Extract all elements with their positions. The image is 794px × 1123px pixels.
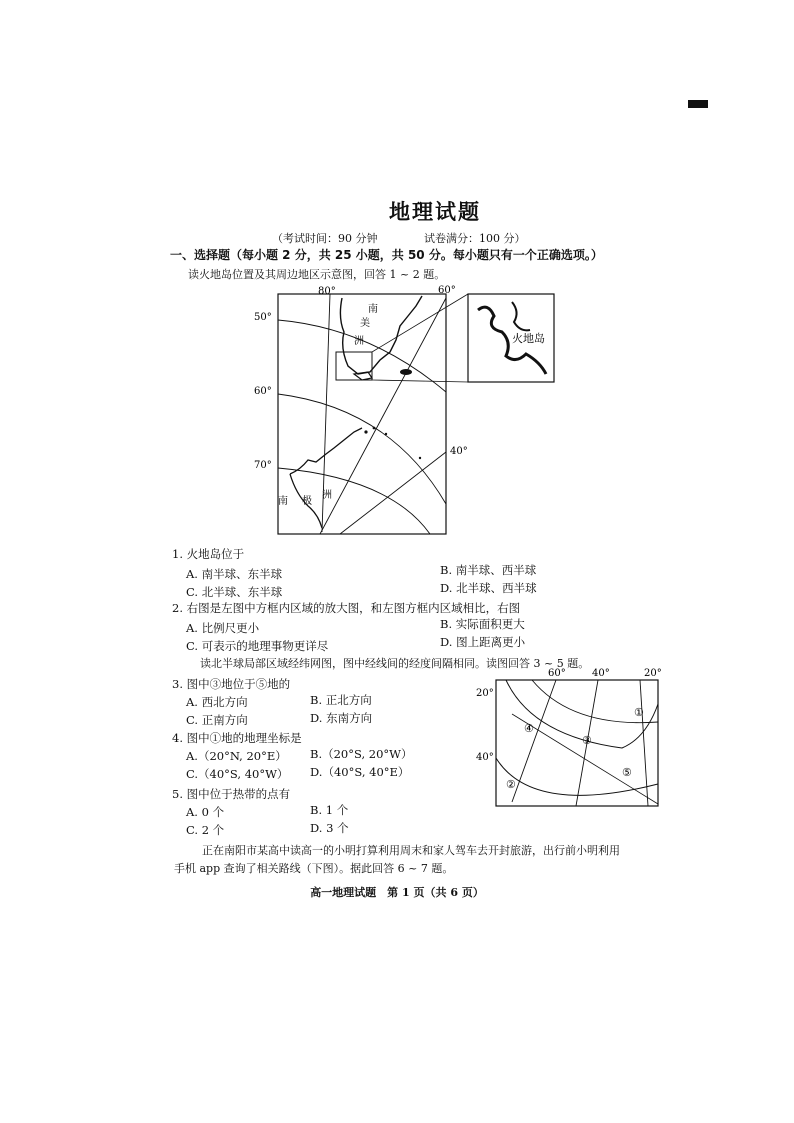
q4-option-d: D.（40°S, 40°E）: [310, 765, 410, 779]
sa-label-1: 南: [368, 304, 378, 315]
q4-stem: 4. 图中①地的地理坐标是: [172, 731, 302, 745]
passage-line-2: 手机 app 查询了相关路线（下图）。据此回答 6 ~ 7 题。: [174, 862, 454, 875]
map-tierra-del-fuego: [250, 282, 560, 542]
point-5: ⑤: [622, 766, 632, 779]
section-heading: 一、选择题（每小题 2 分，共 25 小题，共 50 分。每小题只有一个正确选项。）: [170, 248, 603, 262]
q5-option-a: A. 0 个: [186, 805, 225, 819]
q3-option-a: A. 西北方向: [186, 695, 248, 709]
q2-option-b: B. 实际面积更大: [440, 617, 525, 631]
passage-line-1: 正在南阳市某高中读高一的小明打算利用周末和家人驾车去开封旅游，出行前小明利用: [202, 844, 620, 857]
q5-option-d: D. 3 个: [310, 821, 349, 835]
exam-time: （考试时间：90 分钟: [272, 232, 378, 245]
q1-option-a: A. 南半球、东半球: [186, 567, 283, 581]
q1-option-d: D. 北半球、西半球: [440, 581, 537, 595]
q5-option-b: B. 1 个: [310, 803, 349, 817]
lon-label-40: 40°: [450, 446, 468, 457]
q2-stem: 2. 右图是左图中方框内区域的放大图，和左图方框内区域相比，右图: [172, 601, 521, 615]
page-footer: 高一地理试题 第 1 页（共 6 页）: [310, 886, 484, 899]
q1-stem: 1. 火地岛位于: [172, 547, 245, 561]
map-graticule: [472, 664, 668, 812]
point-4: ④: [524, 722, 534, 735]
point-2: ②: [506, 778, 516, 791]
lon-label-80: 80°: [318, 286, 336, 297]
lon-20: 20°: [644, 668, 662, 679]
corner-mark: [688, 100, 708, 108]
intro-3-5: 读北半球局部区域经纬网图，图中经线间的经度间隔相同。读图回答 3 ~ 5 题。: [200, 657, 590, 670]
q2-option-d: D. 图上距离更小: [440, 635, 526, 649]
lat-40: 40°: [476, 752, 494, 763]
sa-label-3: 洲: [354, 336, 364, 347]
point-1: ①: [634, 706, 644, 719]
q2-option-c: C. 可表示的地理事物更详尽: [186, 639, 329, 653]
lat-label-50: 50°: [254, 312, 272, 323]
lat-label-70: 70°: [254, 460, 272, 471]
ant-label-3: 洲: [322, 490, 332, 501]
q4-option-a: A.（20°N, 20°E）: [186, 749, 287, 763]
lon-40: 40°: [592, 668, 610, 679]
exam-score: 试卷满分：100 分）: [424, 232, 526, 245]
ant-label-1: 南: [278, 496, 288, 507]
lon-label-60: 60°: [438, 285, 456, 296]
ant-label-2: 极: [302, 496, 312, 507]
q1-option-b: B. 南半球、西半球: [440, 563, 537, 577]
inset-label: 火地岛: [512, 332, 545, 345]
sa-label-2: 美: [360, 318, 370, 329]
page-title: 地理试题: [389, 200, 481, 224]
q5-stem: 5. 图中位于热带的点有: [172, 787, 291, 801]
q3-stem: 3. 图中③地位于⑤地的: [172, 677, 291, 691]
q5-option-c: C. 2 个: [186, 823, 225, 837]
q3-option-c: C. 正南方向: [186, 713, 248, 727]
q4-option-c: C.（40°S, 40°W）: [186, 767, 289, 781]
q2-option-a: A. 比例尺更小: [186, 621, 260, 635]
q3-option-b: B. 正北方向: [310, 693, 372, 707]
lon-60: 60°: [548, 668, 566, 679]
point-3: ③: [582, 734, 592, 747]
lat-20: 20°: [476, 688, 494, 699]
q4-option-b: B.（20°S, 20°W）: [310, 747, 413, 761]
lat-label-60: 60°: [254, 386, 272, 397]
q3-option-d: D. 东南方向: [310, 711, 373, 725]
q1-option-c: C. 北半球、东半球: [186, 585, 283, 599]
intro-1-2: 读火地岛位置及其周边地区示意图，回答 1 ~ 2 题。: [188, 268, 446, 281]
